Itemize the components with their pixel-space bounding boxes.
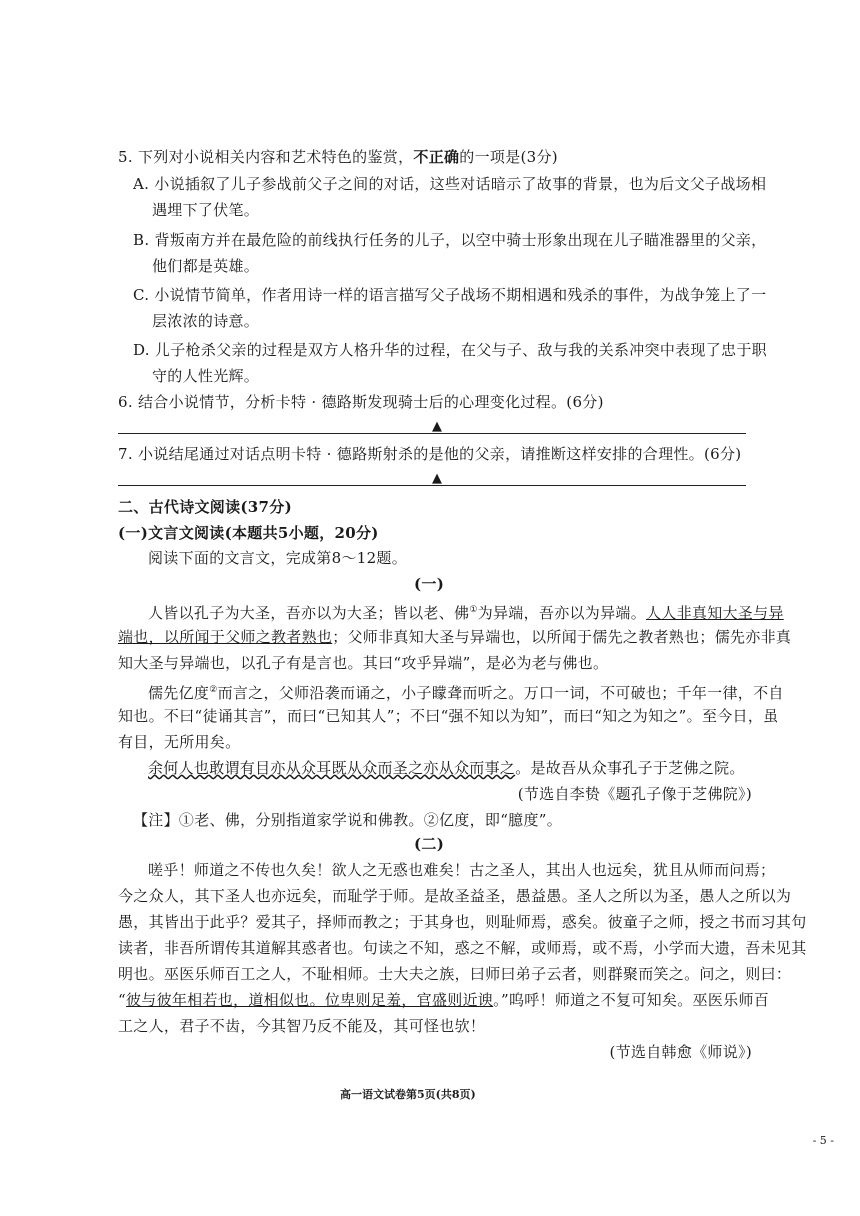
passage-2-line-2: 今之众人，其下圣人也亦远矣，而耻学于师。是故圣益圣，愚益愚。圣人之所以为圣，愚人之所以为 — [118, 887, 792, 905]
passage-2-source: (节选自韩愈《师说》) — [609, 1043, 752, 1061]
p2-l6-text: 。”呜呼！师道之不复可知矣。巫医乐师百 — [493, 991, 770, 1009]
passage-2-line-3: 愚，其皆出于此乎？爱其子，择师而教之；于其身也，则耻师焉，惑矣。彼童子之师，授之书而习其句 — [118, 913, 807, 931]
p1-l2-underlined: 端也，以所闻于父师之教者熟也 — [118, 628, 333, 646]
q5-option-d: D. 儿子枪杀父亲的过程是双方人格升华的过程，在父与子、敌与我的关系冲突中表现了忠于职 — [133, 341, 767, 359]
passage-1-line-3: 知大圣与异端也，以孔子有是言也。其曰“攻乎异端”，是必为老与佛也。 — [118, 654, 609, 672]
passage-1-notes: 【注】①老、佛，分别指道家学说和佛教。②亿度，即“臆度”。 — [133, 811, 563, 829]
p1-l2-text: ；父师非真知大圣与异端也，以所闻于儒先之教者熟也；儒先亦非真 — [332, 628, 792, 646]
q5-option-b: B. 背叛南方并在最危险的前线执行任务的儿子，以空中骑士形象出现在儿子瞄准器里的父亲， — [133, 231, 767, 249]
note-2-marker: ② — [209, 685, 218, 695]
section-2-instruction: 阅读下面的文言文，完成第8～12题。 — [148, 549, 408, 567]
p1-l1-text-b: 为异端，吾亦以为异端。 — [477, 604, 646, 622]
passage-1-line-1 — [148, 600, 784, 623]
q5-stem-text: 5. 下列对小说相关内容和艺术特色的鉴赏， — [118, 148, 414, 166]
passage-1-line-5: 知也。不曰“徒诵其言”，而曰“已知其人”；不曰“强不知以为知”，而曰“知之为知之”。至今日，虽 — [118, 707, 779, 725]
q5-option-c: C. 小说情节简单，作者用诗一样的语言描写父子战场不期相遇和残杀的事件，为战争笼上了一 — [133, 286, 767, 304]
p1-l1-text: 人皆以孔子为大圣，吾亦以为大圣；皆以老、佛 — [148, 604, 470, 622]
p1-l1-underlined: 人人非真知大圣与异 — [646, 604, 784, 622]
q5-option-a-cont: 遇埋下了伏笔。 — [152, 201, 260, 219]
note-1-marker: ① — [469, 605, 478, 615]
section-2-sub-1: (一)文言文阅读(本题共5小题，20分) — [118, 524, 379, 542]
p2-l6-underlined: 彼与彼年相若也，道相似也。位卑则足羞，官盛则近谀 — [125, 991, 494, 1009]
passage-2-line-1: 嗟乎！师道之不传也久矣！欲人之无惑也难矣！古之圣人，其出人也远矣，犹且从师而问焉； — [148, 861, 776, 879]
passage-1-line-4 — [148, 680, 784, 703]
section-2-title: 二、古代诗文阅读(37分) — [118, 498, 292, 516]
p1-l4-text: 儒先亿度 — [148, 684, 210, 702]
q5-option-a: A. 小说插叙了儿子参战前父子之间的对话，这些对话暗示了故事的背景，也为后文父子战场相 — [133, 175, 767, 193]
q5-option-c-cont: 层浓浓的诗意。 — [152, 312, 260, 330]
passage-2-heading: (二) — [414, 835, 445, 853]
q5-option-d-cont: 守的人性光辉。 — [152, 367, 260, 385]
p1-l4-text-b: 而言之，父师沿袭而诵之，小子矇聋而听之。万口一词，不可破也；千年一律，不自 — [217, 684, 784, 702]
passage-1-line-2 — [118, 627, 791, 647]
passage-1-heading: (一) — [414, 575, 445, 593]
passage-1-line-6: 有目，无所用矣。 — [118, 733, 241, 751]
question-6: 6. 结合小说情节，分析卡特 · 德路斯发现骑士后的心理变化过程。(6分) — [118, 393, 604, 411]
passage-1-source: (节选自李贽《题孔子像于芝佛院》) — [517, 785, 752, 803]
q5-stem-score: 的一项是(3分) — [459, 148, 558, 166]
question-7: 7. 小说结尾通过对话点明卡特 · 德路斯射杀的是他的父亲，请推断这样安排的合理性。(6分) — [118, 445, 742, 463]
page-number: - 5 - — [812, 1134, 834, 1147]
p1-l7-wavy-underlined: 余何人也敢谓有目亦从众耳既从众而圣之亦从众而事之 — [148, 759, 516, 777]
p2-l6-quote-open: “ — [118, 991, 126, 1009]
p1-l7-text: 。是故吾从众事孔子于芝佛之院。 — [515, 759, 745, 777]
q5-option-b-cont: 他们都是英雄。 — [152, 257, 260, 275]
passage-2-line-4: 读者，非吾所谓传其道解其惑者也。句读之不知，惑之不解，或师焉，或不焉，小学而大遗，吾未见其 — [118, 939, 807, 957]
passage-2-line-7: 工之人，君子不齿，今其智乃反不能及，其可怪也欤！ — [118, 1017, 486, 1035]
question-5-stem — [118, 147, 558, 167]
q5-stem-emphasis: 不正确 — [413, 148, 460, 166]
page-footer: 高一语文试卷第5页(共8页) — [340, 1088, 476, 1101]
answer-line-7 — [118, 485, 746, 486]
passage-2-line-6 — [118, 990, 769, 1010]
answer-line-6 — [118, 433, 746, 434]
passage-2-line-5: 明也。巫医乐师百工之人，不耻相师。士大夫之族，曰师曰弟子云者，则群聚而笑之。问之，则曰： — [118, 965, 792, 983]
answer-mark-7: ▲ — [432, 471, 442, 486]
passage-1-line-7 — [148, 758, 745, 778]
answer-mark-6: ▲ — [432, 419, 442, 434]
